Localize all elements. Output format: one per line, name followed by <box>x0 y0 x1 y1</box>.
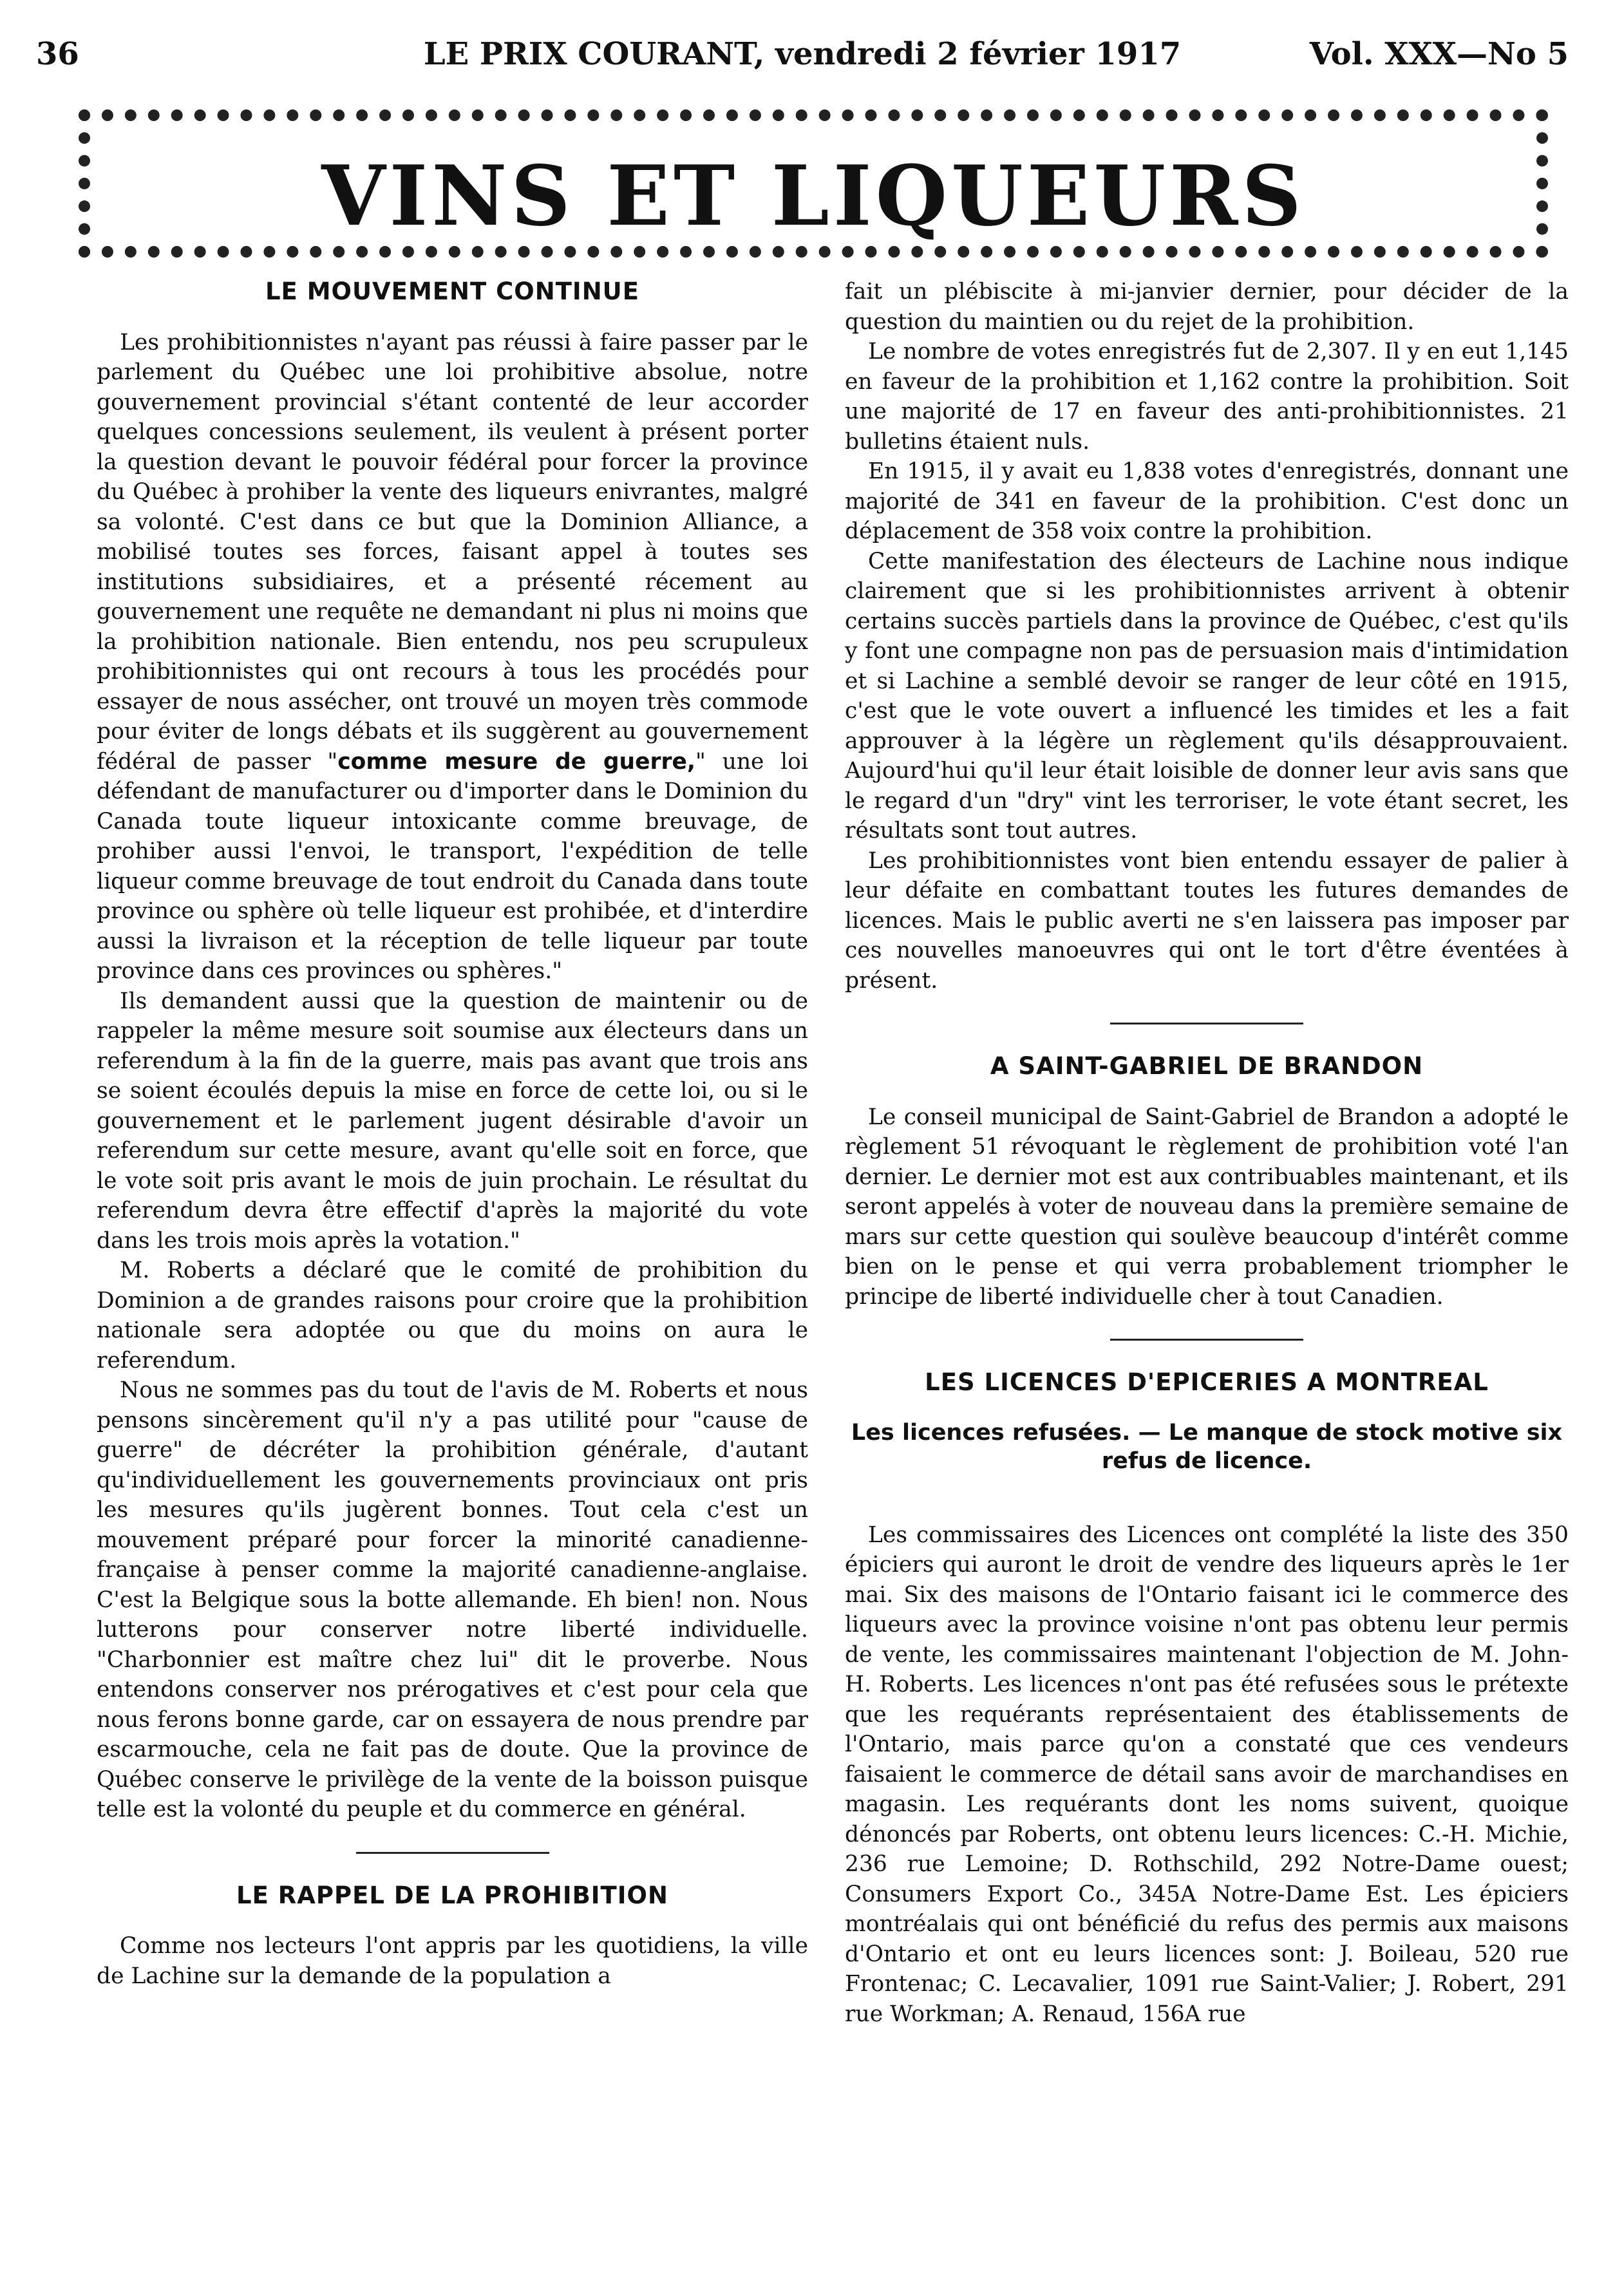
article-paragraph: En 1915, il y avait eu 1,838 votes d'enregistrés, donnant une majorité de 341 en faveur de la prohibition. C'est donc un déplacement de 358 voix contre la prohibition. <box>845 458 1569 544</box>
article-paragraph: Les commissaires des Licences ont complété la liste des 350 épiciers qui auront le droit de vendre des liqueurs après le 1er mai. Six des maisons de l'Ontario faisant ici le commerce des liqueurs avec la province voisine n'ont pas obtenu leur permis de vente, les commissaires maintenant l'objection de M. John-H. Roberts. Les licences n'ont pas été refusées sous le prétexte que les requérants représentaient des établissements de l'Ontario, mais parce qu'on a constaté que ces vendeurs faisaient le commerce de détail sans avoir de marchandises en magasin. Les requérants dont les noms suivent, quoique dénoncés par Roberts, ont obtenu leurs licences: C.-H. Michie, 236 rue Lemoine; D. Rothschild, 292 Notre-Dame ouest; Consumers Export Co., 345A Notre-Dame Est. Les épiciers montréalais qui ont bénéficié du refus des permis aux maisons d'Ontario et ont eu leurs licences sont: J. Boileau, 520 rue Frontenac; C. Lecavalier, 1091 rue Saint-Valier; J. Robert, 291 rue Workman; A. Renaud, 156A rue <box>845 1522 1569 2027</box>
volume-number: Vol. XXX—No 5 <box>1309 36 1569 72</box>
section-banner <box>79 109 1548 258</box>
article-paragraph: fait un plébiscite à mi-janvier dernier, pour décider de la question du maintien ou du rejet de la prohibition. <box>845 279 1569 335</box>
paragraph-text: " une loi défendant de manufacturer ou d'importer dans le Dominion du Canada toute liqueur intoxicante comme breuvage, de prohiber aussi l'envoi, le transport, l'expédition de telle liqueur comme breuvage de tout endroit du Canada dans toute province ou sphère où telle liqueur est prohibée, et d'interdire aussi la livraison et la réception de telle liqueur par toute province dans ces provinces ou sphères." <box>97 748 808 984</box>
paragraph-text: Les prohibitionnistes n'ayant pas réussi à faire passer par le parlement du Québec une loi prohibitive absolue, notre gouvernement provincial s'étant contenté de leur accorder quelques concessions seulement, ils veulent à présent porter la question devant le pouvoir fédéral pour forcer la province du Québec à prohiber la vente des liqueurs enivrantes, malgré sa volonté. C'est dans ce but que la Dominion Alliance, a mobilisé toutes ses forces, faisant appel à toutes ses institutions subsidiaires, et a présenté récement au gouvernement une requête ne demandant ni plus ni moins que la prohibition nationale. Bien entendu, nos peu scrupuleux prohibitionnistes qui ont recours à tous les procédés pour essayer de nous assécher, ont trouvé un moyen très commode pour éviter de longs débats et ils suggèrent au gouvernement fédéral de passer " <box>97 329 808 775</box>
section-divider <box>1110 1339 1303 1341</box>
section-title: VINS ET LIQUEURS <box>321 148 1305 245</box>
article-subtitle-licences: Les licences refusées. — Le manque de stock motive six refus de licence. <box>851 1419 1563 1474</box>
article-paragraph: M. Roberts a déclaré que le comité de prohibition du Dominion a de grandes raisons pour croire que la prohibition nationale sera adoptée ou que du moins on aura le referendum. <box>97 1258 808 1373</box>
paragraph-emphasis: comme mesure de guerre, <box>337 748 696 775</box>
article-paragraph: Cette manifestation des électeurs de Lachine nous indique clairement que si les prohibitionnistes arrivent à obtenir certains succès partiels dans la province de Québec, c'est qu'ils y font une compagne non pas de persuasion mais d'intimidation et si Lachine a semblé devoir se ranger de leur côté en 1915, c'est que le vote ouvert a influencé les timides et les a fait approuver à la légère un règlement qu'ils désapprouvaient. Aujourd'hui qu'il leur était loisible de donner leur avis sans que le regard d'un "dry" vint les terroriser, le vote étant secret, les résultats sont tout autres. <box>845 548 1569 844</box>
article-title-brandon: A SAINT-GABRIEL DE BRANDON <box>990 1052 1424 1080</box>
article-title-rappel: LE RAPPEL DE LA PROHIBITION <box>236 1881 668 1909</box>
article-paragraph: Le nombre de votes enregistrés fut de 2,307. Il y en eut 1,145 en faveur de la prohibition et 1,162 contre la prohibition. Soit une majorité de 17 en faveur des anti-prohibitionnistes. 21 bulletins étaient nuls. <box>845 339 1569 455</box>
article-paragraph: Nous ne sommes pas du tout de l'avis de M. Roberts et nous pensons sincèrement qu'il n'y a pas utilité pour "cause de guerre" de décréter la prohibition générale, d'autant qu'individuellement les gouvernements provinciaux ont pris les mesures qu'ils jugèrent bonnes. Tout cela c'est un mouvement préparé pour forcer la minorité canadienne-française à penser comme la majorité canadienne-anglaise. C'est la Belgique sous la botte allemande. Eh bien! non. Nous lutterons pour conserver notre liberté individuelle. "Charbonnier est maître chez lui" dit le proverbe. Nous entendons conserver nos prérogatives et c'est pour cela que nous ferons bonne garde, car on essayera de nous prendre par escarmouche, cela ne fait pas de doute. Que la province de Québec conserve le privilège de la vente de la boisson puisque telle est la volonté du peuple et du commerce en général. <box>97 1377 808 1822</box>
article-paragraph: Comme nos lecteurs l'ont appris par les quotidiens, la ville de Lachine sur la demande de la population a <box>97 1933 808 1989</box>
article-title-mouvement: LE MOUVEMENT CONTINUE <box>265 278 639 305</box>
page-number: 36 <box>36 36 79 72</box>
page-header <box>36 36 1569 81</box>
right-column <box>845 277 1569 2029</box>
section-divider <box>1110 1023 1303 1024</box>
section-divider <box>356 1852 549 1854</box>
article-title-licences: LES LICENCES D'EPICERIES A MONTREAL <box>925 1368 1489 1396</box>
spacer <box>845 1493 1569 1520</box>
article-paragraph: Ils demandent aussi que la question de maintenir ou de rappeler la même mesure soit soumise aux électeurs dans un referendum à la fin de la guerre, mais pas avant que trois ans se soient écoulés depuis la mise en force de cette loi, ou si le gouvernement et le parlement jugent désirable d'avoir un referendum sur cette mesure, avant qu'elle soit en force, que le vote soit pris avant le mois de juin prochain. Le résultat du referendum devra être effectif d'après la majorité du vote dans les trois mois après la votation." <box>97 988 808 1254</box>
article-paragraph <box>97 328 808 986</box>
article-paragraph: Les prohibitionnistes vont bien entendu essayer de palier à leur défaite en combattant toutes les futures demandes de licences. Mais le public averti ne s'en laissera pas imposer par ces nouvelles manoeuvres qui ont le tort d'être éventées à présent. <box>845 847 1569 994</box>
publication-line: LE PRIX COURANT, vendredi 2 février 1917 <box>423 36 1182 72</box>
left-column <box>97 277 808 1991</box>
article-paragraph: Le conseil municipal de Saint-Gabriel de Brandon a adopté le règlement 51 révoquant le règlement de prohibition voté l'an dernier. Le dernier mot est aux contribuables maintenant, et ils seront appelés à voter de nouveau dans la première semaine de mars sur cette question qui soulève beaucoup d'intérêt comme bien on le pense et qui verra probablement triompher le principe de liberté individuelle cher à tout Canadien. <box>845 1104 1569 1310</box>
